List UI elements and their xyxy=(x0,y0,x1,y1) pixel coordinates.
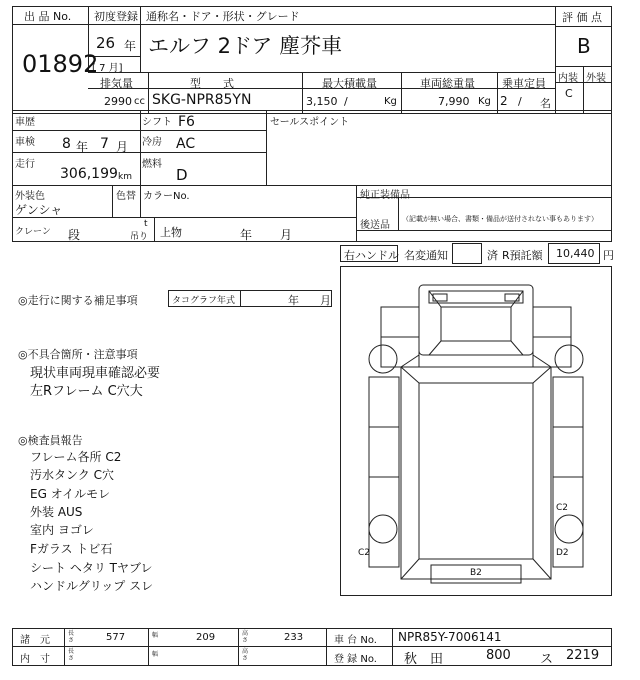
length-label: 長さ xyxy=(68,630,75,644)
inspection-label: 車検 xyxy=(15,137,35,148)
crane-step: 段 xyxy=(68,228,81,242)
lift-month: 月 xyxy=(280,228,293,242)
inspector-item: フレーム各所 C2 xyxy=(30,450,122,464)
capacity: 2 xyxy=(500,94,508,108)
name-change-box xyxy=(452,243,482,264)
sales-point-label: セールスポイント xyxy=(270,117,350,128)
inner-width-label: 幅 xyxy=(152,651,159,658)
inspector-item: 汚水タンク C穴 xyxy=(30,468,114,482)
damage-mark: D2 xyxy=(556,548,569,558)
lift-label: 上物 xyxy=(160,226,182,239)
capacity-slash: / xyxy=(518,95,522,108)
name-change-label: 名変通知 xyxy=(404,249,448,262)
displacement: 2990 xyxy=(104,95,132,108)
max-load-unit: Kg xyxy=(384,96,397,107)
lot-number: 01892 xyxy=(22,50,99,78)
lift-year: 年 xyxy=(240,228,253,242)
lot-label: 出 品 No. xyxy=(24,10,72,23)
plate-number: 2219 xyxy=(566,648,600,663)
capacity-label: 乗車定員 xyxy=(502,77,546,90)
displacement-unit: cc xyxy=(134,96,145,107)
interior-grade: C xyxy=(565,87,573,100)
inspector-item: シート ヘタリ Tヤブレ xyxy=(30,561,153,575)
inspection-year-unit: 年 xyxy=(76,140,89,154)
registration-month: [ 7 月] xyxy=(92,63,123,74)
height: 233 xyxy=(284,632,304,643)
aftermarket-note: （記載が無い場合、書類・備品が送付されない事もあります） xyxy=(402,215,598,223)
mileage-value: 306,199 xyxy=(60,166,118,182)
inspector-report-label: ◎検査員報告 xyxy=(18,434,83,447)
capacity-unit: 名 xyxy=(540,97,551,110)
tachograph-label: タコグラフ年式 xyxy=(172,296,236,306)
registration-year: 26 xyxy=(96,34,116,52)
shift-value: F6 xyxy=(178,114,195,130)
inspector-item: ハンドルグリップ スレ xyxy=(30,579,154,593)
crane-label: クレーン xyxy=(15,227,51,237)
grade-label: 評 価 点 xyxy=(562,11,602,24)
ac-label: 冷房 xyxy=(142,137,162,148)
defects-label: ◎不具合箇所・注意事項 xyxy=(18,348,138,361)
chassis-label: 車 台 No. xyxy=(334,635,377,646)
max-load-slash: / xyxy=(344,95,348,108)
plate-label: 登 録 No. xyxy=(334,654,377,665)
inspection-year: 8 xyxy=(62,136,71,152)
ac-value: AC xyxy=(176,136,196,152)
standard-equipment-label: 純正装備品 xyxy=(360,190,410,201)
year-unit: 年 xyxy=(124,39,137,53)
plate-kana: ス xyxy=(540,652,554,667)
recycle-mark: 済 xyxy=(487,249,498,262)
inspection-month-unit: 月 xyxy=(116,140,129,154)
overall-grade: B xyxy=(577,34,591,58)
recycle-amount: 10,440 xyxy=(556,247,595,260)
inspector-item: 室内 ヨゴレ xyxy=(30,523,94,537)
tachograph-year: 年 xyxy=(288,294,299,307)
exterior-label: 外装 xyxy=(586,73,606,84)
damage-mark: C2 xyxy=(556,503,569,513)
inner-height-label: 高さ xyxy=(242,648,249,662)
model-code-label: 型 式 xyxy=(190,77,234,90)
model-label: 通称名・ドア・形状・グレード xyxy=(146,10,300,23)
truck-outline xyxy=(341,267,611,595)
gross-weight-label: 車両総重量 xyxy=(420,77,475,90)
inner-length-label: 長さ xyxy=(68,648,75,662)
recycle-label: R預託額 xyxy=(502,249,543,262)
damage-mark: B2 xyxy=(470,568,482,578)
plate-class: 800 xyxy=(486,648,511,663)
yen-label: 円 xyxy=(603,249,614,262)
rhd-label: 右ハンドル xyxy=(344,249,399,262)
exterior-color-label: 外装色 xyxy=(15,191,45,202)
exterior-color: ゲンシャ xyxy=(15,203,63,217)
footer-frame xyxy=(12,628,612,666)
color-code-label: カラーNo. xyxy=(143,191,190,202)
damage-mark: C2 xyxy=(358,548,371,558)
crane-tons: t xyxy=(144,219,148,229)
inner-dims-label: 内 寸 xyxy=(20,654,50,665)
width: 209 xyxy=(196,632,216,643)
inspector-item: EG オイルモレ xyxy=(30,487,111,501)
fuel-value: D xyxy=(176,166,188,184)
gross-weight-unit: Kg xyxy=(478,96,491,107)
dims-label: 諸 元 xyxy=(20,635,50,646)
max-load-label: 最大積載量 xyxy=(322,77,377,90)
chassis-number: NPR85Y-7006141 xyxy=(398,630,502,644)
damage-diagram xyxy=(340,266,612,596)
max-load: 3,150 xyxy=(306,95,338,108)
gross-weight: 7,990 xyxy=(438,95,470,108)
length: 577 xyxy=(106,632,126,643)
model-name: エルフ 2ドア 塵芥車 xyxy=(148,34,343,58)
inspection-month: 7 xyxy=(100,136,109,152)
shift-label: シフト xyxy=(142,117,172,128)
defect-item: 現状車両現車確認必要 xyxy=(30,366,161,381)
mileage-unit: km xyxy=(118,172,132,182)
driving-notes-label: ◎走行に関する補足事項 xyxy=(18,294,138,307)
model-code: SKG-NPR85YN xyxy=(152,92,252,108)
inspector-item: 外装 AUS xyxy=(30,505,83,519)
defect-item: 左Rフレーム C穴大 xyxy=(30,384,143,399)
fuel-label: 燃料 xyxy=(142,159,162,170)
displacement-label: 排気量 xyxy=(100,77,133,90)
aftermarket-label: 後送品 xyxy=(360,220,390,231)
crane-hang: 吊り xyxy=(130,232,149,242)
inspector-item: Fガラス トビ石 xyxy=(30,542,113,556)
color-change-label: 色替 xyxy=(116,191,136,202)
first-registration-label: 初度登録 xyxy=(94,10,138,23)
height-label: 高さ xyxy=(242,630,249,644)
interior-label: 内装 xyxy=(558,73,578,84)
width-label: 幅 xyxy=(152,632,159,639)
plate-area: 秋 田 xyxy=(404,652,444,667)
history-label: 車歴 xyxy=(15,117,35,128)
tachograph-month: 月 xyxy=(320,294,331,307)
mileage-label: 走行 xyxy=(15,159,35,170)
